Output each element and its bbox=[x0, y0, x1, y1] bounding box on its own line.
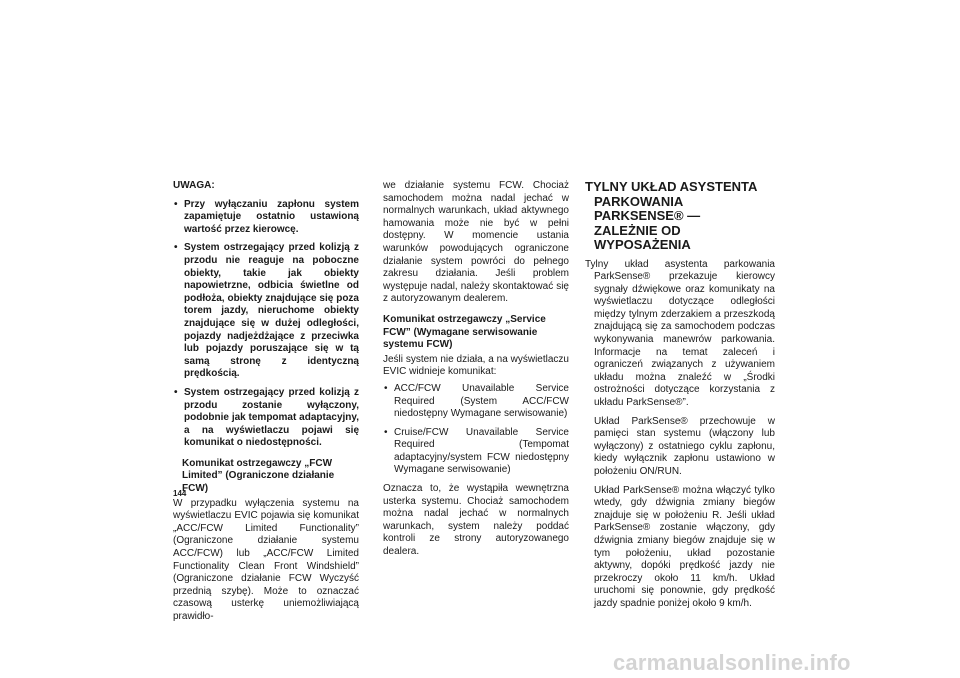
note-list bbox=[173, 199, 359, 450]
section-title-line: PARKOWANIA PARKSENSE® — bbox=[594, 193, 701, 223]
body-paragraph: W przypadku wyłączenia systemu na wyświetlaczu EVIC pojawia się komunikat „ACC/FCW Limited Functionality” (Ograniczone działanie systemu ACC/FCW) lub „ACC/FCW Limited Functionality Clean Front Windshield” (Ograniczone działanie FCW Wyczyść przednią szybę). Może to oznaczać czasową usterkę uniemożliwiającą prawidło- bbox=[173, 497, 359, 622]
section-title bbox=[585, 180, 775, 253]
column-right bbox=[585, 180, 775, 611]
note-item: • System ostrzegający przed kolizją z przodu zostanie wyłączony, podobnie jak tempomat adaptacyjny, a na wyświetlaczu pojawi się komunikat o niedostępności. bbox=[173, 387, 359, 450]
body-paragraph: Układ ParkSense® przechowuje w pamięci stan systemu (włączony lub wyłączony) z ostatniego cyklu zapłonu, kiedy wyłącznik zapłonu ustawiono w położeniu ON/RUN. bbox=[594, 415, 775, 477]
body-paragraph: Oznacza to, że wystąpiła wewnętrzna usterka systemu. Chociaż samochodem można nadal jechać w normalnych warunkach, system należy poddać kontroli ze strony autoryzowanego dealera. bbox=[383, 483, 569, 558]
body-paragraph: we działanie systemu FCW. Chociaż samochodem można nadal jechać w normalnych warunkach, układ aktywnego hamowania może nie być w pełni dostępny. W momencie ustania warunków powodujących ograniczone działanie system powróci do pełnego zakresu działania. Jeśli problem występuje nadal, należy skontaktować się z autoryzowanym dealerem. bbox=[383, 180, 569, 305]
message-item: • ACC/FCW Unavailable Service Required (System ACC/FCW niedostępny Wymagane serwisowanie) bbox=[383, 383, 569, 421]
note-item: • System ostrzegający przed kolizją z przodu nie reaguje na poboczne obiekty, takie jak obiekty napowietrzne, odbicia świetlne od podłoża, obiekty znajdujące się poza torem jazdy, nieruchome obiekty znajdujące się w dużej odległości, pojazdy nadjeżdżające z przeciwka lub pojazdy poruszające się w tą samą stronę z identyczną prędkością. bbox=[173, 242, 359, 381]
section-title-line: TYLNY UKŁAD ASYSTENTA bbox=[585, 179, 758, 194]
body-paragraph: Tylny układ asystenta parkowania ParkSense® przekazuje kierowcy sygnały dźwiękowe oraz komunikaty na wyświetlaczu dotyczące odległości między tylnym zderzakiem a przeszkodą znajdującą się za samochodem podczas wykonywania manewrów parkowania. Informacje na temat zaleceń i ograniczeń związanych z używaniem układu można znaleźć w „Środki ostrożności dotyczące korzystania z układu ParkSense®”. bbox=[585, 258, 775, 409]
message-item: • Cruise/FCW Unavailable Service Required (Tempomat adaptacyjny/system FCW niedostępny Wymagane serwisowanie) bbox=[383, 427, 569, 477]
section-title-line: ZALEŻNIE OD WYPOSAŻENIA bbox=[594, 222, 691, 252]
body-paragraph: Jeśli system nie działa, a na wyświetlaczu EVIC widnieje komunikat: bbox=[383, 353, 569, 378]
note-label: UWAGA: bbox=[173, 180, 215, 191]
page-number: 144 bbox=[173, 489, 187, 498]
service-fcw-heading: Komunikat ostrzegawczy „Service FCW” (Wymagane serwisowanie systemu FCW) bbox=[383, 313, 546, 351]
watermark: carmanualsonline.info bbox=[613, 650, 851, 675]
column-left bbox=[173, 180, 359, 624]
note-item: • Przy wyłączaniu zapłonu system zapamiętuje ostatnio ustawioną wartość przez kierowcę. bbox=[173, 199, 359, 237]
fcw-limited-heading: Komunikat ostrzegawczy „FCW Limited” (Ograniczone działanie FCW) bbox=[182, 457, 335, 495]
message-list bbox=[383, 383, 569, 477]
column-middle bbox=[383, 180, 569, 559]
body-paragraph: Układ ParkSense® można włączyć tylko wtedy, gdy dźwignia zmiany biegów znajduje się w położeniu R. Jeśli układ ParkSense® zostanie włączony, gdy dźwignia zmiany biegów znajduje się w tym położeniu, układ pozostanie aktywny, dopóki prędkość jazdy nie przekroczy około 11 km/h. Układ uruchomi się ponownie, gdy prędkość jazdy spadnie poniżej około 9 km/h. bbox=[594, 484, 775, 609]
